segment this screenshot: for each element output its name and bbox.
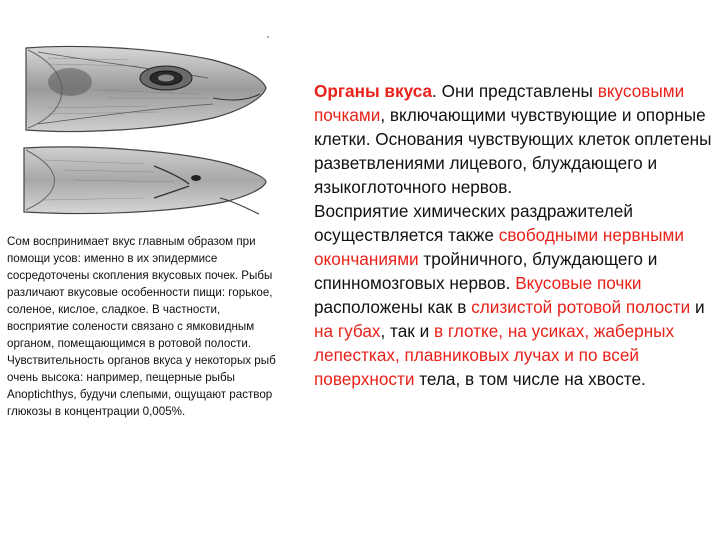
fish-head-side-view-illustration [8, 38, 270, 138]
highlighted-term: на губах [314, 321, 381, 341]
paragraph-nerve-endings [288, 199, 718, 391]
highlighted-term: Органы вкуса [314, 81, 433, 101]
highlighted-term: в глотке, на усиках, жаберных лепестках, плавниковых лучах и по всей поверхности [314, 321, 675, 389]
text-run: Восприятие химических раздражителей осуществляется также [314, 201, 633, 245]
text-run: . Они представлены [432, 81, 598, 101]
text-run: , включающими чувствующие и опорные клетки. Основания чувствующих клеток оплетены разветвлениями лицевого, блуждающего и языкоглоточного нервов. [314, 105, 712, 197]
text-run: расположены как в [314, 297, 472, 317]
text-run: тройничного, блуждающего и спинномозговых нервов. [314, 249, 658, 293]
highlighted-term: вкусовыми почками [314, 81, 685, 125]
fish-head-top-view-illustration [14, 140, 270, 218]
text-run: и [690, 297, 705, 317]
highlighted-term: свободными нервными окончаниями [314, 225, 684, 269]
text-run: , так и [380, 321, 434, 341]
taste-organs-text [288, 79, 718, 391]
paragraph-taste-buds [288, 79, 718, 199]
highlighted-term: слизистой ротовой полости [471, 297, 691, 317]
text-run: тела, в том числе на хвосте. [414, 369, 646, 389]
fish-taste-caption: Сом воспринимает вкус главным образом при помощи усов: именно в их эпидермисе сосредоточены скопления вкусовых почек. Рыбы различают вкусовые особенности пищи: горькое, соленое, кислое, сладкое. В частности, восприятие солености связано с ямковидным органом, помещающимся в ротовой полости. Чувствительность органов вкуса у некоторых рыб очень высока: например, пещерные рыбы Anoptichthys, будучи слепыми, ощущают раствор глюкозы в концентрации 0,005%. [7, 235, 276, 418]
highlighted-term: Вкусовые почки [515, 273, 642, 293]
